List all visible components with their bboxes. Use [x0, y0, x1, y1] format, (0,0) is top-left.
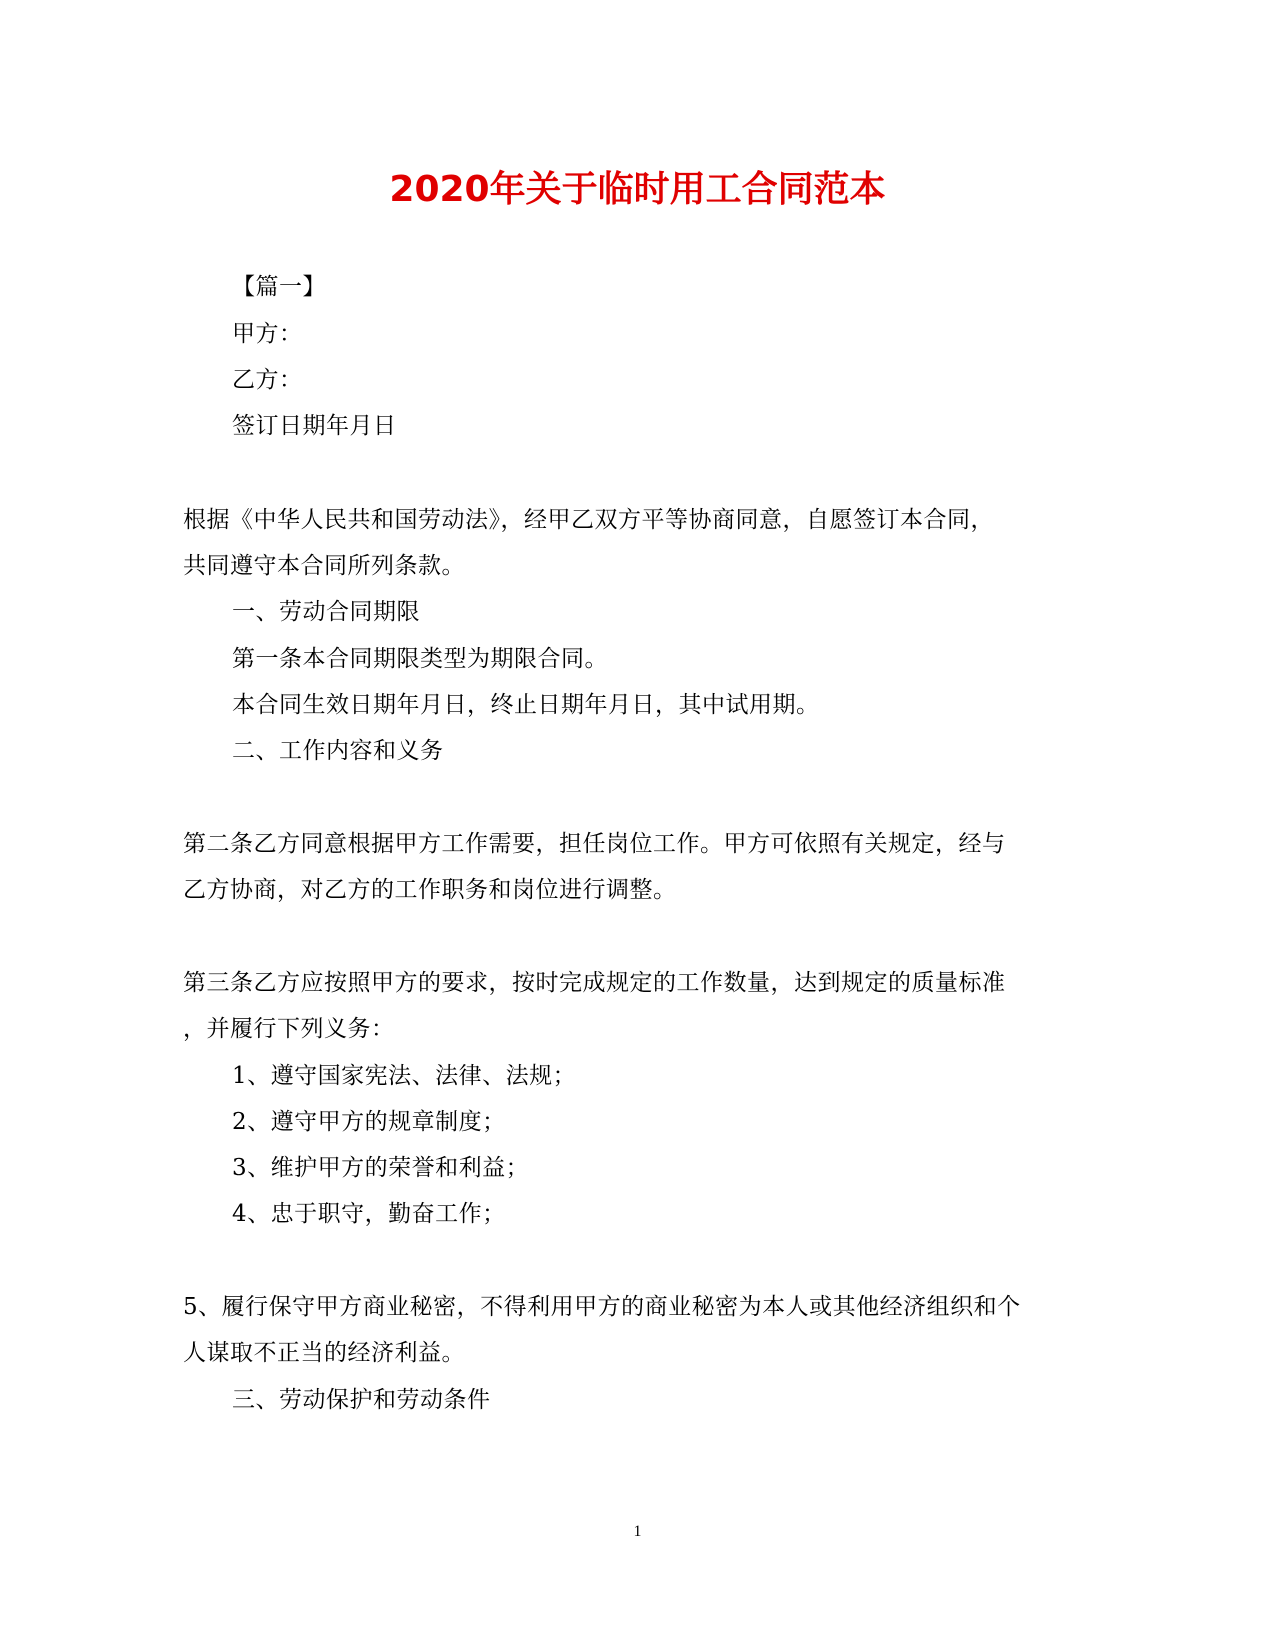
clause-heading: 二、工作内容和义务	[232, 738, 444, 764]
list-item: 2、遵守甲方的规章制度；	[232, 1109, 506, 1135]
clause-heading: 三、劳动保护和劳动条件	[232, 1387, 491, 1413]
list-item: 3、维护甲方的荣誉和利益；	[232, 1155, 530, 1181]
paragraph-line: 根据《中华人民共和国劳动法》，经甲乙双方平等协商同意，自愿签订本合同，	[183, 507, 994, 533]
party-b-label: 乙方：	[232, 367, 303, 393]
page-number: 1	[633, 1523, 642, 1540]
list-item: 1、遵守国家宪法、法律、法规；	[232, 1063, 577, 1089]
list-item: 4、忠于职守，勤奋工作；	[232, 1201, 506, 1227]
paragraph-line: ，并履行下列义务：	[183, 1016, 395, 1042]
paragraph-line: 人谋取不正当的经济利益。	[183, 1340, 465, 1366]
paragraph-line: 第一条本合同期限类型为期限合同。	[232, 646, 608, 672]
paragraph-line: 本合同生效日期年月日，终止日期年月日，其中试用期。	[232, 692, 820, 718]
paragraph-line: 共同遵守本合同所列条款。	[183, 553, 465, 579]
list-item: 5、履行保守甲方商业秘密，不得利用甲方的商业秘密为本人或其他经济组织和个	[183, 1294, 1021, 1320]
party-a-label: 甲方：	[232, 321, 303, 347]
section-heading: 【篇一】	[232, 274, 326, 300]
document-title: 2020年关于临时用工合同范本	[389, 169, 886, 210]
paragraph-line: 第二条乙方同意根据甲方工作需要，担任岗位工作。甲方可依照有关规定，经与	[183, 831, 1006, 857]
signing-date-label: 签订日期年月日	[232, 413, 397, 439]
clause-heading: 一、劳动合同期限	[232, 599, 420, 625]
paragraph-line: 第三条乙方应按照甲方的要求，按时完成规定的工作数量，达到规定的质量标准	[183, 970, 1006, 996]
paragraph-line: 乙方协商，对乙方的工作职务和岗位进行调整。	[183, 877, 677, 903]
